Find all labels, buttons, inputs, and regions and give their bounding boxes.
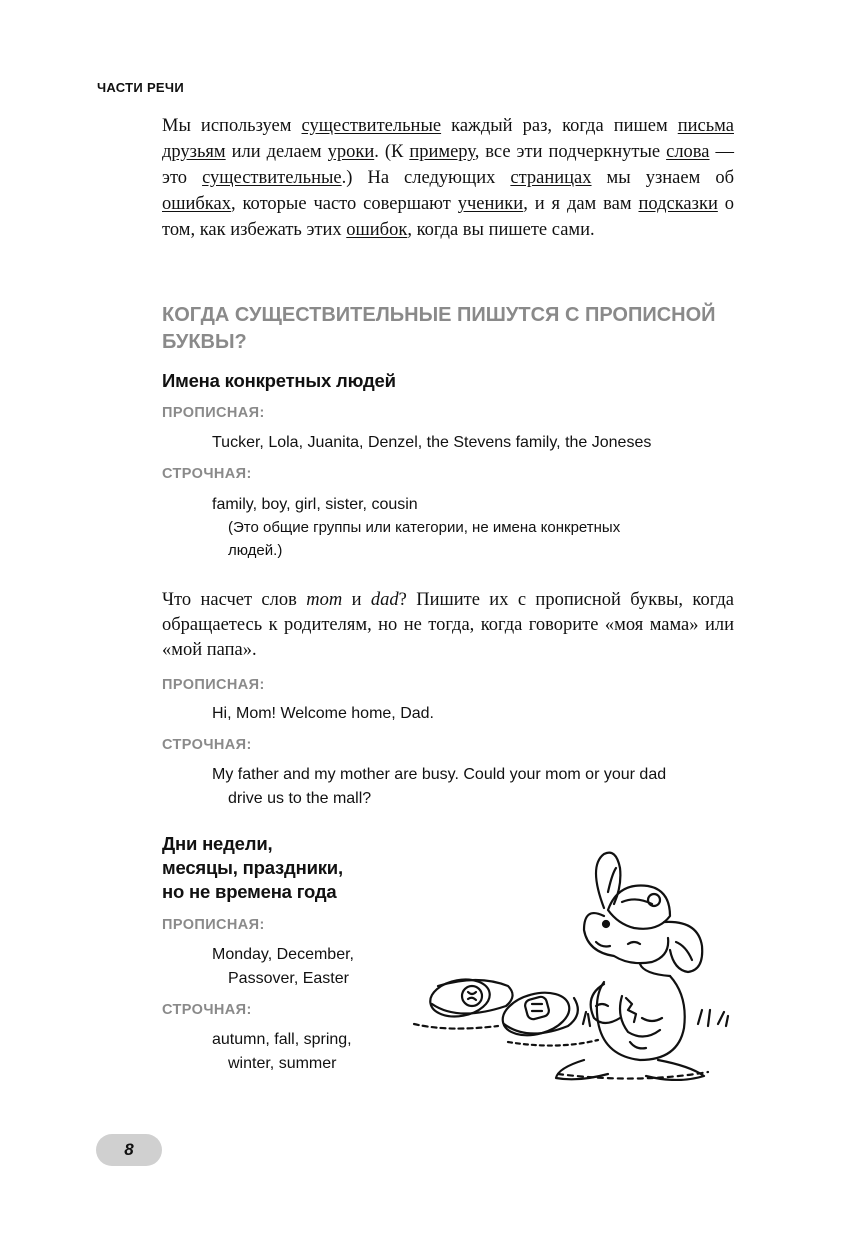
- example-people-lowercase: family, boy, girl, sister, cousin: [212, 496, 418, 513]
- example-line: autumn, fall, spring,: [212, 1031, 352, 1048]
- rabbit-bowling-illustration: [408, 846, 738, 1081]
- subheading-line: Дни недели,: [162, 833, 273, 854]
- intro-paragraph: [162, 113, 734, 243]
- example-days-lowercase: [212, 1028, 352, 1076]
- running-head: ЧАСТИ РЕЧИ: [97, 80, 184, 95]
- note-people: [228, 516, 698, 562]
- intro-text: о том, как избежать этих: [162, 194, 734, 240]
- subheading-people: Имена конкретных людей: [162, 370, 396, 391]
- para-text: и: [342, 590, 371, 610]
- subheading-line: но не времена года: [162, 881, 337, 902]
- underlined-noun: ошибок: [346, 220, 408, 240]
- underlined-noun: примеру: [409, 142, 475, 162]
- label-uppercase: ПРОПИСНАЯ:: [162, 405, 265, 421]
- intro-text: — это: [162, 142, 734, 188]
- example-days-uppercase: [212, 943, 354, 991]
- intro-text: или делаем: [225, 142, 328, 162]
- underlined-noun: ошибках: [162, 194, 231, 214]
- underlined-noun: подсказки: [638, 194, 718, 214]
- intro-text: мы узнаем об: [591, 168, 734, 188]
- intro-text: .) На следующих: [341, 168, 511, 188]
- paragraph-parents: [162, 588, 734, 663]
- example-line: drive us to the mall?: [228, 790, 372, 807]
- underlined-noun: ученики: [457, 194, 524, 214]
- label-lowercase: СТРОЧНАЯ:: [162, 1002, 252, 1018]
- example-people-uppercase: Tucker, Lola, Juanita, Denzel, the Stevens family, the Joneses: [212, 434, 652, 451]
- example-parents-lowercase: [212, 763, 666, 811]
- example-line: Monday, December,: [212, 946, 354, 963]
- example-parents-uppercase: Hi, Mom! Welcome home, Dad.: [212, 705, 434, 722]
- underlined-noun: уроки: [327, 142, 375, 162]
- underlined-noun: письма: [677, 116, 734, 136]
- section-title: КОГДА СУЩЕСТВИТЕЛЬНЫЕ ПИШУТСЯ С ПРОПИСНОЙ БУКВЫ?: [162, 304, 716, 353]
- underlined-noun: слова: [666, 142, 710, 162]
- underlined-noun: существительные: [202, 168, 342, 188]
- word-dad: dad: [370, 590, 399, 610]
- intro-text: . (К: [374, 142, 410, 162]
- underlined-noun: друзьям: [162, 142, 226, 162]
- underlined-noun: страницах: [510, 168, 592, 188]
- subheading-line: месяцы, праздники,: [162, 857, 343, 878]
- word-mom: mom: [306, 590, 343, 610]
- note-line: людей.): [228, 542, 283, 559]
- label-lowercase: СТРОЧНАЯ:: [162, 737, 252, 753]
- intro-text: , все эти подчеркнутые: [474, 142, 667, 162]
- label-uppercase: ПРОПИСНАЯ:: [162, 917, 265, 933]
- intro-text: , когда вы пишете сами.: [407, 220, 595, 240]
- label-lowercase: СТРОЧНАЯ:: [162, 466, 252, 482]
- note-line: (Это общие группы или категории, не имена конкретных: [228, 519, 621, 536]
- example-line: My father and my mother are busy. Could your mom or your dad: [212, 766, 667, 783]
- subheading-days: [162, 832, 343, 904]
- label-uppercase: ПРОПИСНАЯ:: [162, 677, 265, 693]
- intro-text: , и я дам вам: [523, 194, 639, 214]
- para-text: Что насчет слов: [162, 590, 307, 610]
- example-line: Passover, Easter: [228, 970, 349, 987]
- example-line: winter, summer: [228, 1055, 337, 1072]
- para-text: ? Пишите их с прописной буквы, когда обращаетесь к родителям, но не тогда, когда говорите «моя мама» или «мой папа».: [162, 590, 734, 660]
- intro-text: каждый раз, когда пишем: [441, 116, 678, 136]
- underlined-noun: существительные: [301, 116, 442, 136]
- page-number-badge: 8: [96, 1134, 162, 1166]
- intro-text: Мы используем: [162, 116, 302, 136]
- intro-text: , которые часто совершают: [230, 194, 458, 214]
